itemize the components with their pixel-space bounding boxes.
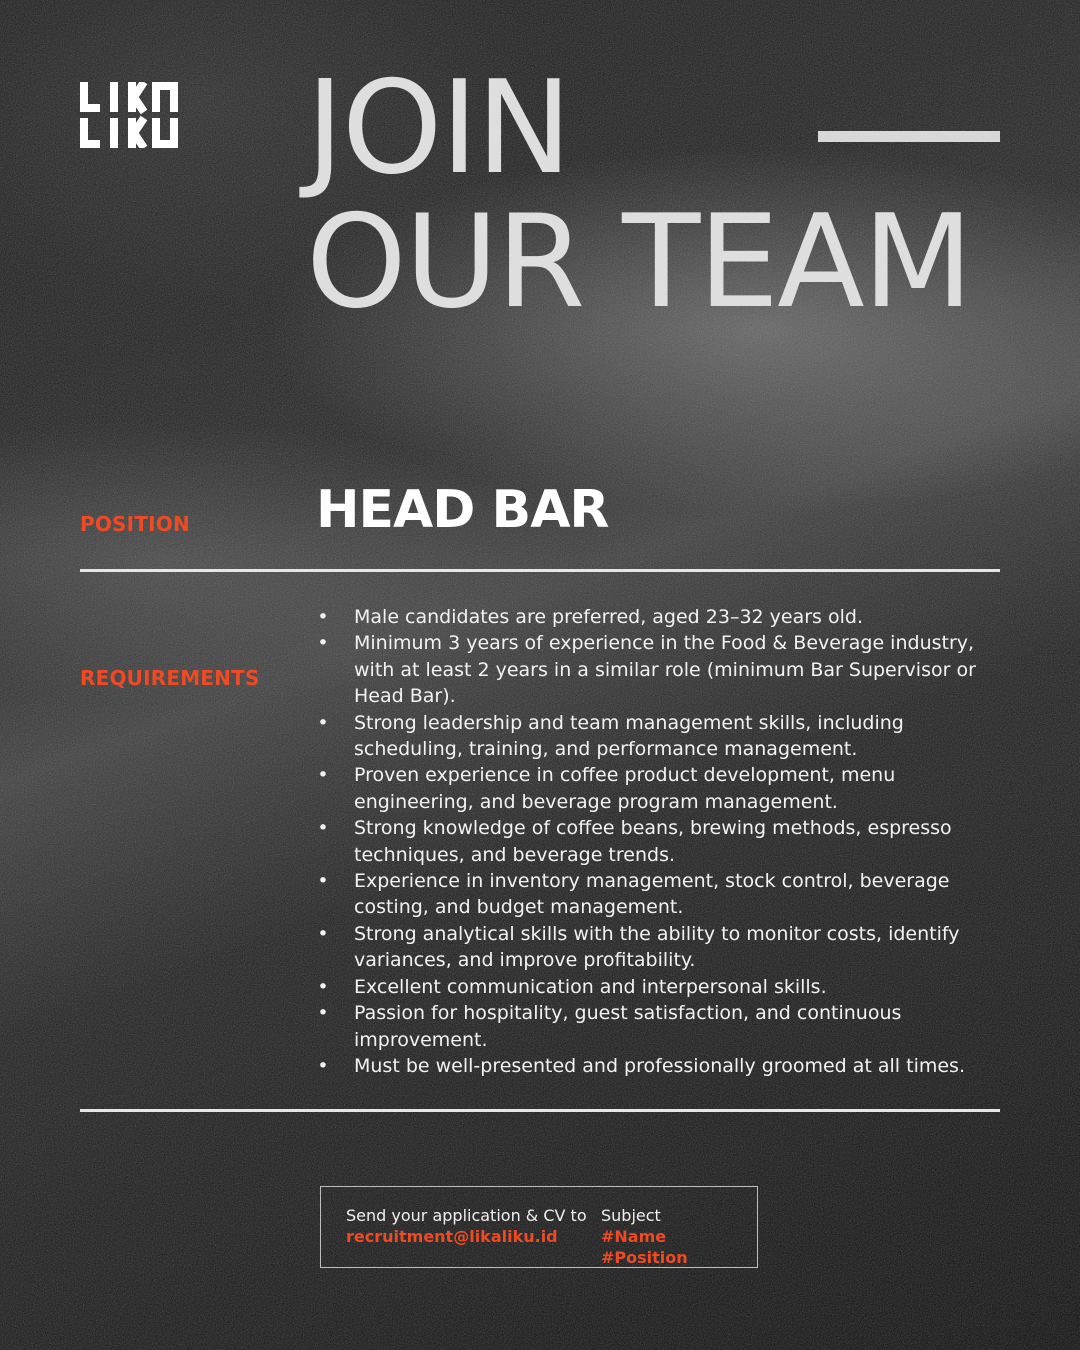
requirement-item <box>316 604 1006 630</box>
requirement-item <box>316 1000 1006 1053</box>
divider-bottom <box>80 1109 1000 1112</box>
requirement-item <box>316 868 1006 921</box>
requirements-label: REQUIREMENTS <box>80 666 260 690</box>
bullet-icon: • <box>317 975 329 998</box>
bullet-icon: • <box>317 764 329 787</box>
bullet-icon: • <box>317 922 329 945</box>
lika-liku-logo <box>80 82 178 148</box>
bullet-icon: • <box>317 1002 329 1025</box>
subject-value: #Name #Position <box>601 1227 688 1267</box>
contact-email-column <box>346 1205 587 1247</box>
contact-intro: Send your application & CV to <box>346 1206 587 1225</box>
requirement-text: Proven experience in coffee product development, menu engineering, and beverage program management. <box>354 764 896 813</box>
contact-box <box>320 1186 758 1268</box>
requirement-item <box>316 1053 1006 1079</box>
requirement-text: Experience in inventory management, stock control, beverage costing, and budget management. <box>354 870 950 919</box>
headline-line-1: JOIN <box>306 54 570 203</box>
requirements-list <box>316 604 1006 1079</box>
requirement-text: Excellent communication and interpersonal skills. <box>354 975 827 998</box>
requirement-item <box>316 710 1006 763</box>
headline <box>306 54 972 337</box>
contact-email[interactable]: recruitment@likaliku.id <box>346 1227 558 1246</box>
requirement-item <box>316 630 1006 709</box>
position-label: POSITION <box>80 512 190 536</box>
requirement-text: Strong knowledge of coffee beans, brewing methods, espresso techniques, and beverage trends. <box>354 817 952 866</box>
headline-line-2: OUR TEAM <box>306 188 972 337</box>
requirement-text: Minimum 3 years of experience in the Food & Beverage industry, with at least 2 years in a similar role (minimum Bar Supervisor or Head Bar). <box>354 632 976 708</box>
requirement-item <box>316 815 1006 868</box>
requirement-text: Male candidates are preferred, aged 23–32 years old. <box>354 606 864 628</box>
bullet-icon: • <box>317 606 329 628</box>
requirement-item <box>316 974 1006 1000</box>
headline-dash <box>818 131 1000 142</box>
position-title: HEAD BAR <box>316 480 609 540</box>
bullet-icon: • <box>317 632 329 655</box>
bullet-icon: • <box>317 870 329 893</box>
subject-label: Subject <box>601 1206 661 1225</box>
requirement-text: Strong leadership and team management skills, including scheduling, training, and performance management. <box>354 711 904 761</box>
bullet-icon: • <box>317 711 329 734</box>
requirement-text: Must be well-presented and professionally groomed at all times. <box>354 1054 965 1077</box>
requirement-text: Passion for hospitality, guest satisfaction, and continuous improvement. <box>354 1002 902 1051</box>
bullet-icon: • <box>317 1054 329 1077</box>
requirement-text: Strong analytical skills with the ability to monitor costs, identify variances, and improve profitability. <box>354 922 960 972</box>
requirement-item <box>316 762 1006 815</box>
contact-subject-column <box>601 1205 757 1268</box>
requirement-item <box>316 921 1006 974</box>
divider-top <box>80 569 1000 572</box>
bullet-icon: • <box>317 817 329 840</box>
